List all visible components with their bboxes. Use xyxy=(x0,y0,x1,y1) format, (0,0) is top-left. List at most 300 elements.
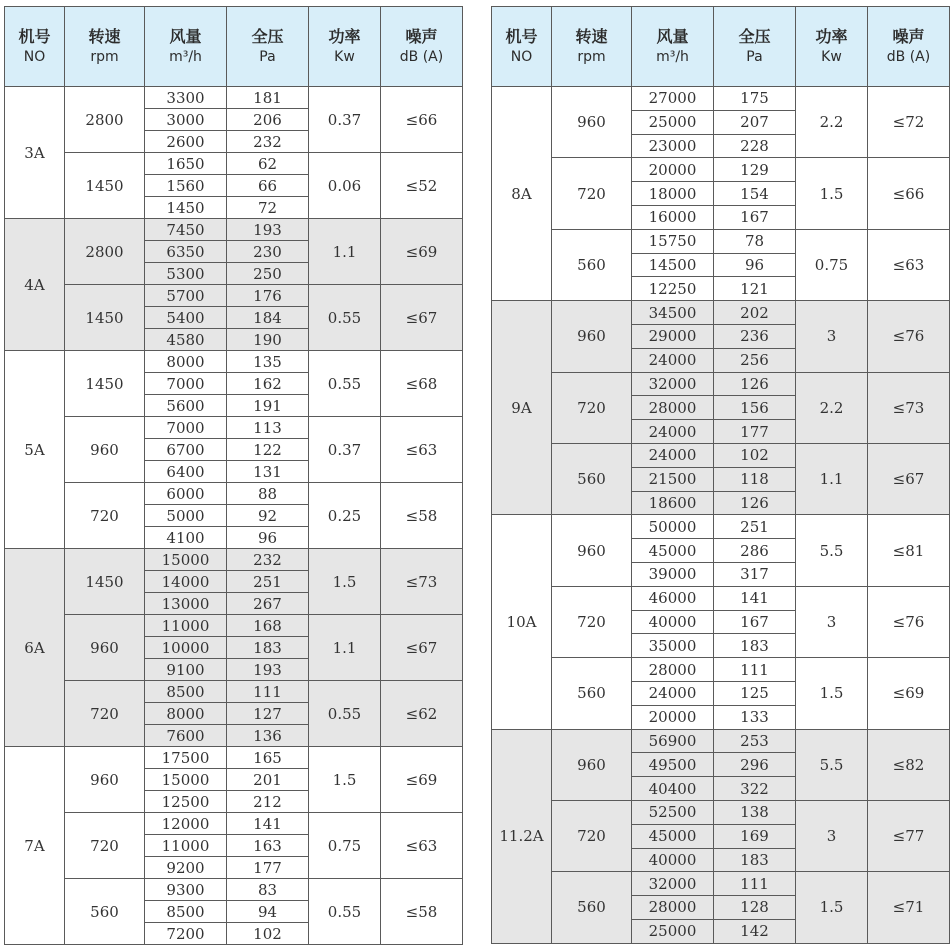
table-row xyxy=(5,87,463,109)
power-cell: 1.1 xyxy=(796,443,868,514)
rpm-cell: 720 xyxy=(65,681,145,747)
pressure-cell: 191 xyxy=(227,395,309,417)
pressure-cell: 177 xyxy=(227,857,309,879)
airflow-cell: 50000 xyxy=(632,515,714,539)
rpm-cell: 960 xyxy=(552,515,632,586)
pressure-cell: 96 xyxy=(714,253,796,277)
power-cell: 3 xyxy=(796,301,868,372)
pressure-cell: 94 xyxy=(227,901,309,923)
fan-spec-table-right xyxy=(491,6,950,944)
noise-cell: ≤69 xyxy=(381,747,463,813)
pressure-cell: 193 xyxy=(227,659,309,681)
rpm-cell: 960 xyxy=(552,729,632,800)
airflow-cell: 13000 xyxy=(145,593,227,615)
rpm-cell: 960 xyxy=(65,417,145,483)
table-row xyxy=(5,681,463,703)
airflow-cell: 24000 xyxy=(632,443,714,467)
airflow-cell: 8500 xyxy=(145,901,227,923)
airflow-cell: 35000 xyxy=(632,634,714,658)
table-row xyxy=(492,872,950,896)
pressure-cell: 127 xyxy=(227,703,309,725)
noise-cell: ≤67 xyxy=(381,285,463,351)
airflow-cell: 28000 xyxy=(632,658,714,682)
airflow-cell: 16000 xyxy=(632,205,714,229)
noise-cell: ≤68 xyxy=(381,351,463,417)
header-airflow xyxy=(632,7,714,87)
pressure-cell: 156 xyxy=(714,396,796,420)
header-label: 全压 xyxy=(738,26,771,46)
airflow-cell: 7200 xyxy=(145,923,227,945)
table-row xyxy=(492,729,950,753)
airflow-cell: 2600 xyxy=(145,131,227,153)
pressure-cell: 62 xyxy=(227,153,309,175)
airflow-cell: 52500 xyxy=(632,800,714,824)
header-unit: NO xyxy=(23,48,46,65)
pressure-cell: 193 xyxy=(227,219,309,241)
noise-cell: ≤72 xyxy=(868,87,950,158)
airflow-cell: 20000 xyxy=(632,158,714,182)
rpm-cell: 720 xyxy=(552,586,632,657)
pressure-cell: 175 xyxy=(714,87,796,111)
pressure-cell: 126 xyxy=(714,491,796,515)
noise-cell: ≤67 xyxy=(381,615,463,681)
table-row xyxy=(5,879,463,901)
noise-cell: ≤77 xyxy=(868,800,950,871)
rpm-cell: 1450 xyxy=(65,549,145,615)
rpm-cell: 560 xyxy=(552,872,632,943)
header-total-pressure xyxy=(714,7,796,87)
airflow-cell: 1450 xyxy=(145,197,227,219)
airflow-cell: 29000 xyxy=(632,324,714,348)
airflow-cell: 15750 xyxy=(632,229,714,253)
header-unit: dB (A) xyxy=(886,48,931,65)
model-cell: 9A xyxy=(492,301,552,515)
power-cell: 3 xyxy=(796,800,868,871)
airflow-cell: 18600 xyxy=(632,491,714,515)
airflow-cell: 7600 xyxy=(145,725,227,747)
airflow-cell: 7000 xyxy=(145,373,227,395)
table-body xyxy=(492,87,950,944)
power-cell: 0.55 xyxy=(309,681,381,747)
rpm-cell: 560 xyxy=(65,879,145,945)
airflow-cell: 25000 xyxy=(632,110,714,134)
pressure-cell: 183 xyxy=(714,848,796,872)
table-row xyxy=(5,417,463,439)
header-label: 风量 xyxy=(169,26,202,46)
header-power xyxy=(309,7,381,87)
table-row xyxy=(492,800,950,824)
pressure-cell: 102 xyxy=(714,443,796,467)
model-cell: 11.2A xyxy=(492,729,552,943)
pressure-cell: 154 xyxy=(714,182,796,206)
header-label: 全压 xyxy=(251,26,284,46)
airflow-cell: 5000 xyxy=(145,505,227,527)
airflow-cell: 10000 xyxy=(145,637,227,659)
airflow-cell: 8500 xyxy=(145,681,227,703)
power-cell: 5.5 xyxy=(796,729,868,800)
power-cell: 5.5 xyxy=(796,515,868,586)
power-cell: 0.75 xyxy=(309,813,381,879)
power-cell: 0.55 xyxy=(309,285,381,351)
airflow-cell: 6000 xyxy=(145,483,227,505)
pressure-cell: 125 xyxy=(714,681,796,705)
table-row xyxy=(5,813,463,835)
table-row xyxy=(492,158,950,182)
airflow-cell: 6400 xyxy=(145,461,227,483)
power-cell: 1.5 xyxy=(796,658,868,729)
pressure-cell: 296 xyxy=(714,753,796,777)
header-label: 机号 xyxy=(18,26,51,46)
noise-cell: ≤73 xyxy=(868,372,950,443)
noise-cell: ≤63 xyxy=(381,813,463,879)
header-power xyxy=(796,7,868,87)
table-row xyxy=(492,87,950,111)
pressure-cell: 66 xyxy=(227,175,309,197)
table-row xyxy=(5,747,463,769)
rpm-cell: 720 xyxy=(552,158,632,229)
power-cell: 1.5 xyxy=(309,549,381,615)
header-noise xyxy=(868,7,950,87)
header-unit: rpm xyxy=(90,48,119,65)
airflow-cell: 12000 xyxy=(145,813,227,835)
airflow-cell: 28000 xyxy=(632,896,714,920)
pressure-cell: 118 xyxy=(714,467,796,491)
pressure-cell: 236 xyxy=(714,324,796,348)
noise-cell: ≤58 xyxy=(381,483,463,549)
table-row xyxy=(492,229,950,253)
airflow-cell: 3000 xyxy=(145,109,227,131)
airflow-cell: 8000 xyxy=(145,351,227,373)
rpm-cell: 1450 xyxy=(65,153,145,219)
power-cell: 1.1 xyxy=(309,615,381,681)
power-cell: 1.5 xyxy=(309,747,381,813)
model-cell: 5A xyxy=(5,351,65,549)
noise-cell: ≤52 xyxy=(381,153,463,219)
table-row xyxy=(5,483,463,505)
airflow-cell: 1560 xyxy=(145,175,227,197)
airflow-cell: 7000 xyxy=(145,417,227,439)
pressure-cell: 167 xyxy=(714,205,796,229)
table-row xyxy=(492,658,950,682)
power-cell: 0.37 xyxy=(309,87,381,153)
airflow-cell: 45000 xyxy=(632,539,714,563)
pressure-cell: 228 xyxy=(714,134,796,158)
pressure-cell: 126 xyxy=(714,372,796,396)
pressure-cell: 131 xyxy=(227,461,309,483)
power-cell: 1.5 xyxy=(796,872,868,943)
header-label: 噪声 xyxy=(892,26,925,46)
pressure-cell: 83 xyxy=(227,879,309,901)
pressure-cell: 232 xyxy=(227,131,309,153)
pressure-cell: 113 xyxy=(227,417,309,439)
airflow-cell: 24000 xyxy=(632,681,714,705)
pressure-cell: 230 xyxy=(227,241,309,263)
table-row xyxy=(492,443,950,467)
pressure-cell: 169 xyxy=(714,824,796,848)
header-unit: NO xyxy=(510,48,533,65)
noise-cell: ≤63 xyxy=(868,229,950,300)
airflow-cell: 32000 xyxy=(632,872,714,896)
power-cell: 0.55 xyxy=(309,351,381,417)
header-airflow xyxy=(145,7,227,87)
power-cell: 0.37 xyxy=(309,417,381,483)
airflow-cell: 9200 xyxy=(145,857,227,879)
airflow-cell: 7450 xyxy=(145,219,227,241)
pressure-cell: 122 xyxy=(227,439,309,461)
pressure-cell: 267 xyxy=(227,593,309,615)
airflow-cell: 40000 xyxy=(632,848,714,872)
pressure-cell: 72 xyxy=(227,197,309,219)
rpm-cell: 720 xyxy=(65,813,145,879)
header-model-number xyxy=(492,7,552,87)
rpm-cell: 960 xyxy=(552,301,632,372)
airflow-cell: 3300 xyxy=(145,87,227,109)
rpm-cell: 960 xyxy=(65,747,145,813)
airflow-cell: 40000 xyxy=(632,610,714,634)
airflow-cell: 4100 xyxy=(145,527,227,549)
model-cell: 7A xyxy=(5,747,65,945)
pressure-cell: 142 xyxy=(714,919,796,943)
rpm-cell: 720 xyxy=(552,800,632,871)
pressure-cell: 183 xyxy=(714,634,796,658)
airflow-cell: 21500 xyxy=(632,467,714,491)
pressure-cell: 251 xyxy=(714,515,796,539)
airflow-cell: 40400 xyxy=(632,777,714,801)
airflow-cell: 15000 xyxy=(145,549,227,571)
table-row xyxy=(5,615,463,637)
pressure-cell: 111 xyxy=(714,658,796,682)
power-cell: 1.5 xyxy=(796,158,868,229)
noise-cell: ≤66 xyxy=(868,158,950,229)
airflow-cell: 46000 xyxy=(632,586,714,610)
rpm-cell: 2800 xyxy=(65,219,145,285)
pressure-cell: 128 xyxy=(714,896,796,920)
airflow-cell: 5300 xyxy=(145,263,227,285)
noise-cell: ≤71 xyxy=(868,872,950,943)
table-row xyxy=(492,515,950,539)
airflow-cell: 49500 xyxy=(632,753,714,777)
pressure-cell: 78 xyxy=(714,229,796,253)
header-unit: dB (A) xyxy=(399,48,444,65)
airflow-cell: 23000 xyxy=(632,134,714,158)
pressure-cell: 250 xyxy=(227,263,309,285)
noise-cell: ≤69 xyxy=(868,658,950,729)
table-row xyxy=(5,351,463,373)
pressure-cell: 102 xyxy=(227,923,309,945)
pressure-cell: 92 xyxy=(227,505,309,527)
rpm-cell: 720 xyxy=(65,483,145,549)
noise-cell: ≤73 xyxy=(381,549,463,615)
airflow-cell: 12500 xyxy=(145,791,227,813)
model-cell: 4A xyxy=(5,219,65,351)
pressure-cell: 206 xyxy=(227,109,309,131)
power-cell: 1.1 xyxy=(309,219,381,285)
rpm-cell: 1450 xyxy=(65,285,145,351)
header-label: 噪声 xyxy=(405,26,438,46)
pressure-cell: 232 xyxy=(227,549,309,571)
power-cell: 2.2 xyxy=(796,87,868,158)
airflow-cell: 11000 xyxy=(145,615,227,637)
pressure-cell: 183 xyxy=(227,637,309,659)
airflow-cell: 18000 xyxy=(632,182,714,206)
airflow-cell: 24000 xyxy=(632,420,714,444)
rpm-cell: 1450 xyxy=(65,351,145,417)
pressure-cell: 165 xyxy=(227,747,309,769)
table-body xyxy=(5,87,463,945)
header-label: 转速 xyxy=(575,26,608,46)
header-row xyxy=(492,7,950,87)
rpm-cell: 560 xyxy=(552,229,632,300)
airflow-cell: 9300 xyxy=(145,879,227,901)
header-label: 风量 xyxy=(656,26,689,46)
header-rpm xyxy=(65,7,145,87)
pressure-cell: 141 xyxy=(714,586,796,610)
airflow-cell: 17500 xyxy=(145,747,227,769)
pressure-cell: 190 xyxy=(227,329,309,351)
noise-cell: ≤63 xyxy=(381,417,463,483)
pressure-cell: 135 xyxy=(227,351,309,373)
table-row xyxy=(5,285,463,307)
pressure-cell: 212 xyxy=(227,791,309,813)
airflow-cell: 20000 xyxy=(632,705,714,729)
airflow-cell: 28000 xyxy=(632,396,714,420)
pressure-cell: 111 xyxy=(227,681,309,703)
airflow-cell: 45000 xyxy=(632,824,714,848)
rpm-cell: 560 xyxy=(552,443,632,514)
header-unit: Pa xyxy=(746,48,763,65)
pressure-cell: 181 xyxy=(227,87,309,109)
power-cell: 2.2 xyxy=(796,372,868,443)
noise-cell: ≤76 xyxy=(868,301,950,372)
pressure-cell: 141 xyxy=(227,813,309,835)
noise-cell: ≤58 xyxy=(381,879,463,945)
noise-cell: ≤82 xyxy=(868,729,950,800)
rpm-cell: 960 xyxy=(65,615,145,681)
power-cell: 3 xyxy=(796,586,868,657)
airflow-cell: 4580 xyxy=(145,329,227,351)
pressure-cell: 138 xyxy=(714,800,796,824)
airflow-cell: 32000 xyxy=(632,372,714,396)
pressure-cell: 96 xyxy=(227,527,309,549)
airflow-cell: 15000 xyxy=(145,769,227,791)
header-model-number xyxy=(5,7,65,87)
header-total-pressure xyxy=(227,7,309,87)
table-row xyxy=(5,549,463,571)
airflow-cell: 56900 xyxy=(632,729,714,753)
airflow-cell: 11000 xyxy=(145,835,227,857)
header-unit: Pa xyxy=(259,48,276,65)
header-row xyxy=(5,7,463,87)
airflow-cell: 8000 xyxy=(145,703,227,725)
airflow-cell: 5700 xyxy=(145,285,227,307)
noise-cell: ≤81 xyxy=(868,515,950,586)
noise-cell: ≤67 xyxy=(868,443,950,514)
airflow-cell: 24000 xyxy=(632,348,714,372)
noise-cell: ≤66 xyxy=(381,87,463,153)
model-cell: 10A xyxy=(492,515,552,729)
airflow-cell: 5400 xyxy=(145,307,227,329)
pressure-cell: 162 xyxy=(227,373,309,395)
table-row xyxy=(492,586,950,610)
rpm-cell: 720 xyxy=(552,372,632,443)
pressure-cell: 111 xyxy=(714,872,796,896)
pressure-cell: 207 xyxy=(714,110,796,134)
pressure-cell: 167 xyxy=(714,610,796,634)
airflow-cell: 1650 xyxy=(145,153,227,175)
header-unit: Kw xyxy=(821,48,842,65)
table-row xyxy=(5,153,463,175)
airflow-cell: 34500 xyxy=(632,301,714,325)
airflow-cell: 9100 xyxy=(145,659,227,681)
pressure-cell: 256 xyxy=(714,348,796,372)
model-cell: 8A xyxy=(492,87,552,301)
header-unit: m³/h xyxy=(169,48,202,65)
airflow-cell: 12250 xyxy=(632,277,714,301)
table-row xyxy=(492,372,950,396)
power-cell: 0.25 xyxy=(309,483,381,549)
pressure-cell: 286 xyxy=(714,539,796,563)
airflow-cell: 39000 xyxy=(632,562,714,586)
power-cell: 0.06 xyxy=(309,153,381,219)
pressure-cell: 202 xyxy=(714,301,796,325)
noise-cell: ≤76 xyxy=(868,586,950,657)
pressure-cell: 121 xyxy=(714,277,796,301)
airflow-cell: 5600 xyxy=(145,395,227,417)
airflow-cell: 25000 xyxy=(632,919,714,943)
rpm-cell: 2800 xyxy=(65,87,145,153)
header-rpm xyxy=(552,7,632,87)
table-row xyxy=(5,219,463,241)
power-cell: 0.55 xyxy=(309,879,381,945)
pressure-cell: 322 xyxy=(714,777,796,801)
airflow-cell: 14000 xyxy=(145,571,227,593)
airflow-cell: 6350 xyxy=(145,241,227,263)
pressure-cell: 201 xyxy=(227,769,309,791)
header-label: 转速 xyxy=(88,26,121,46)
rpm-cell: 560 xyxy=(552,658,632,729)
pressure-cell: 317 xyxy=(714,562,796,586)
model-cell: 6A xyxy=(5,549,65,747)
header-label: 功率 xyxy=(328,26,361,46)
pressure-cell: 253 xyxy=(714,729,796,753)
fan-spec-table-left xyxy=(4,6,463,945)
pressure-cell: 163 xyxy=(227,835,309,857)
pressure-cell: 184 xyxy=(227,307,309,329)
airflow-cell: 6700 xyxy=(145,439,227,461)
model-cell: 3A xyxy=(5,87,65,219)
airflow-cell: 14500 xyxy=(632,253,714,277)
power-cell: 0.75 xyxy=(796,229,868,300)
pressure-cell: 251 xyxy=(227,571,309,593)
pressure-cell: 88 xyxy=(227,483,309,505)
header-label: 功率 xyxy=(815,26,848,46)
pressure-cell: 133 xyxy=(714,705,796,729)
noise-cell: ≤62 xyxy=(381,681,463,747)
header-unit: m³/h xyxy=(656,48,689,65)
rpm-cell: 960 xyxy=(552,87,632,158)
pressure-cell: 136 xyxy=(227,725,309,747)
pressure-cell: 129 xyxy=(714,158,796,182)
header-unit: rpm xyxy=(577,48,606,65)
table-row xyxy=(492,301,950,325)
noise-cell: ≤69 xyxy=(381,219,463,285)
header-noise xyxy=(381,7,463,87)
header-label: 机号 xyxy=(505,26,538,46)
airflow-cell: 27000 xyxy=(632,87,714,111)
pressure-cell: 168 xyxy=(227,615,309,637)
pressure-cell: 177 xyxy=(714,420,796,444)
pressure-cell: 176 xyxy=(227,285,309,307)
